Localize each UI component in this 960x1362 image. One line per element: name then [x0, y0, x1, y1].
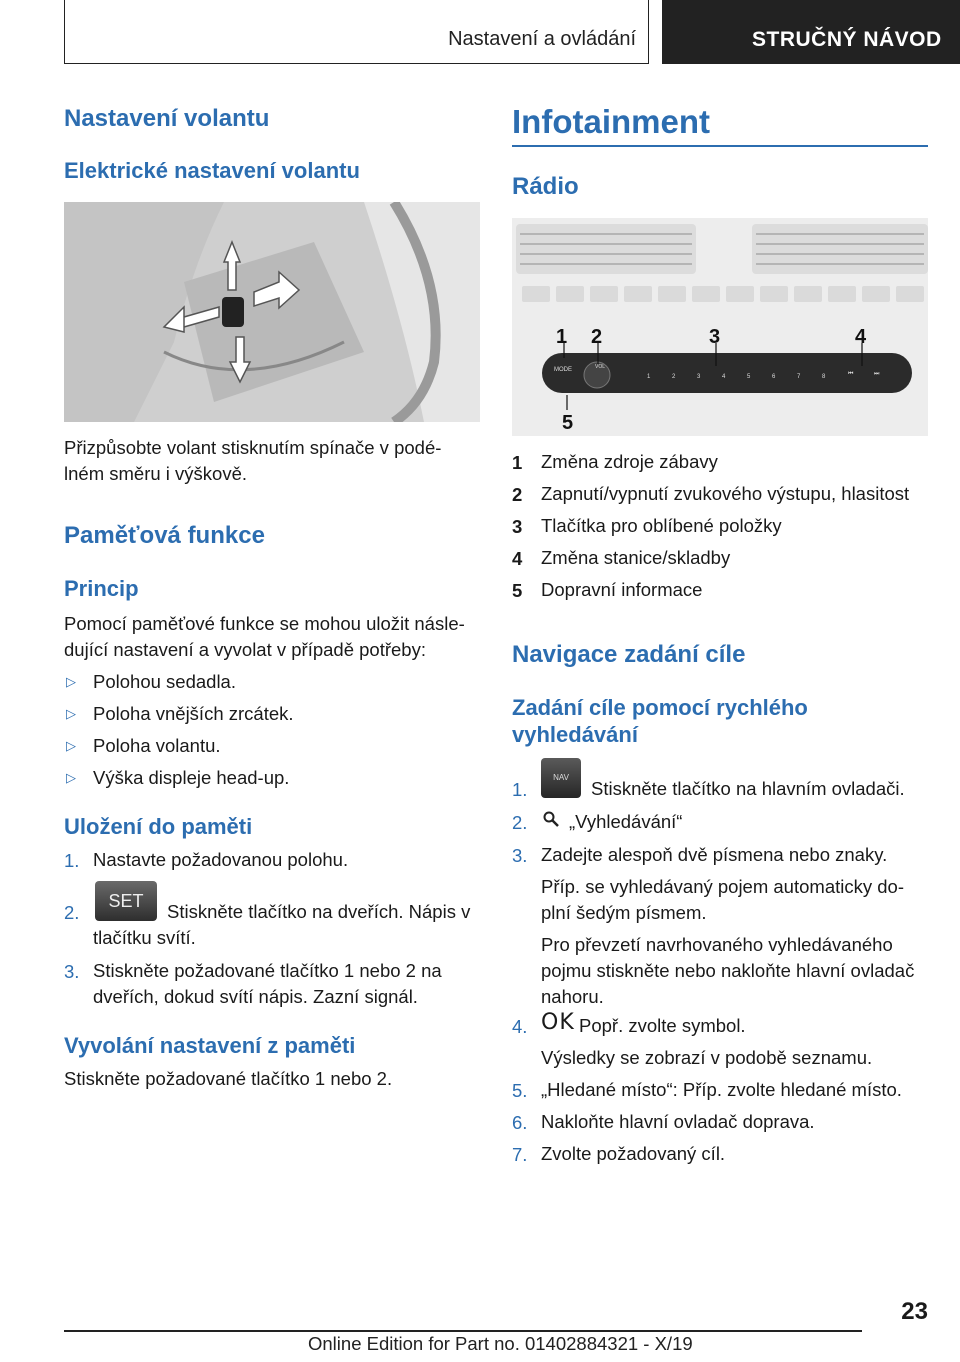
svg-text:⏮: ⏮ [848, 371, 854, 377]
legend-key: 4 [512, 548, 523, 569]
step-note: Pro převzetí navrhovaného vyhledávaného [541, 934, 893, 955]
svg-text:4: 4 [722, 374, 726, 380]
heading-principle: Princip [64, 576, 139, 601]
step-text-cont: dveřích, dokud svítí nápis. Zazní signál. [93, 986, 418, 1007]
step-text-cont: tlačítku svítí. [93, 927, 196, 948]
step-number: 1. [512, 779, 528, 800]
header-box [64, 0, 649, 64]
heading-recall-memory: Vyvolání nastavení z paměti [64, 1033, 356, 1058]
callout-3: 3 [709, 326, 721, 348]
svg-text:8: 8 [822, 374, 826, 380]
steering-text-line-1: Přizpůsobte volant stisknutím spínače v podé- [64, 437, 442, 458]
triangle-bullet-icon: ▷ [66, 770, 76, 785]
principle-text-line-2: dující nastavení a vyvolat v případě potřeby: [64, 639, 426, 660]
nav-button-icon: NAV [541, 758, 581, 798]
heading-nav: Navigace zadání cíle [512, 641, 746, 668]
heading-infotainment: Infotainment [512, 103, 710, 140]
step-text: Nakloňte hlavní ovladač doprava. [541, 1111, 815, 1132]
step-number: 1. [64, 850, 80, 871]
step-text: Stiskněte tlačítko na dveřích. Nápis v [167, 901, 471, 922]
footer-edition: Online Edition for Part no. 01402884321 - X/19 [308, 1333, 693, 1354]
legend-value: Změna stanice/skladby [541, 547, 731, 568]
triangle-bullet-icon: ▷ [66, 674, 76, 689]
step-note: Příp. se vyhledávaný pojem automaticky do- [541, 876, 904, 897]
step-text: Nastavte požadovanou polohu. [93, 849, 349, 870]
step-number: 6. [512, 1112, 528, 1133]
step-number: 2. [64, 902, 80, 923]
triangle-bullet-icon: ▷ [66, 738, 76, 753]
step-number: 2. [512, 812, 528, 833]
ok-icon: OK [541, 1010, 575, 1035]
search-icon [542, 810, 560, 833]
legend-value: Zapnutí/vypnutí zvukového výstupu, hlasitost [541, 483, 910, 504]
svg-text:VOL: VOL [595, 364, 606, 370]
legend-value: Změna zdroje zábavy [541, 451, 718, 472]
heading-electric-steering: Elektrické nastavení volantu [64, 158, 360, 183]
heading-memory: Paměťová funkce [64, 522, 265, 549]
recall-text: Stiskněte požadované tlačítko 1 nebo 2. [64, 1068, 393, 1089]
svg-text:6: 6 [772, 374, 776, 380]
svg-text:7: 7 [797, 374, 801, 380]
legend-value: Tlačítka pro oblíbené položky [541, 515, 782, 536]
step-number: 3. [512, 845, 528, 866]
step-text: „Hledané místo“: Příp. zvolte hledané místo. [541, 1079, 902, 1100]
footer-rule [64, 1330, 862, 1332]
step-text: Stiskněte tlačítko na hlavním ovladači. [591, 778, 905, 799]
step-note: pojmu stiskněte nebo nakloňte hlavní ovladač [541, 960, 915, 981]
step-number: 5. [512, 1080, 528, 1101]
header-section-title: Nastavení a ovládání [448, 28, 636, 50]
step-text: Zvolte požadovaný cíl. [541, 1143, 726, 1164]
step-number: 4. [512, 1016, 528, 1037]
header-tab: STRUČNÝ NÁVOD [662, 0, 960, 64]
step-number: 7. [512, 1144, 528, 1165]
legend-key: 1 [512, 452, 523, 473]
callout-5: 5 [562, 412, 574, 434]
step-note: nahoru. [541, 986, 604, 1007]
svg-text:3: 3 [697, 374, 701, 380]
step-text: Stiskněte požadované tlačítko 1 nebo 2 na [93, 960, 442, 981]
heading-save-memory: Uložení do paměti [64, 814, 253, 839]
heading-underline [512, 145, 928, 147]
legend-key: 5 [512, 580, 523, 601]
step-number: 3. [64, 961, 80, 982]
heading-radio: Rádio [512, 173, 579, 200]
step-text: Popř. zvolte symbol. [579, 1015, 746, 1036]
step-text: „Vyhledávání“ [569, 811, 683, 832]
svg-text:2: 2 [672, 374, 676, 380]
step-note: plní šedým písmem. [541, 902, 707, 923]
step-text: Zadejte alespoň dvě písmena nebo znaky. [541, 844, 888, 865]
set-button-icon: SET [95, 881, 157, 921]
callout-1: 1 [556, 326, 568, 348]
callout-4: 4 [855, 326, 867, 348]
heading-steering: Nastavení volantu [64, 105, 270, 132]
step-note: Výsledky se zobrazí v podobě seznamu. [541, 1047, 873, 1068]
radio-panel-image [512, 218, 928, 436]
triangle-bullet-icon: ▷ [66, 706, 76, 721]
svg-text:5: 5 [747, 374, 751, 380]
legend-key: 2 [512, 484, 523, 505]
steering-text-line-2: lném směru i výškově. [64, 463, 247, 484]
svg-text:⏭: ⏭ [874, 371, 880, 377]
svg-text:MODE: MODE [554, 367, 572, 373]
heading-quick-search-2: vyhledávání [512, 722, 638, 747]
steering-adjust-image [64, 202, 480, 422]
page-number: 23 [901, 1298, 928, 1325]
svg-text:1: 1 [647, 374, 651, 380]
heading-quick-search-1: Zadání cíle pomocí rychlého [512, 695, 808, 720]
callout-2: 2 [591, 326, 603, 348]
principle-text-line-1: Pomocí paměťové funkce se mohou uložit násle- [64, 613, 465, 634]
legend-value: Dopravní informace [541, 579, 703, 600]
legend-key: 3 [512, 516, 523, 537]
